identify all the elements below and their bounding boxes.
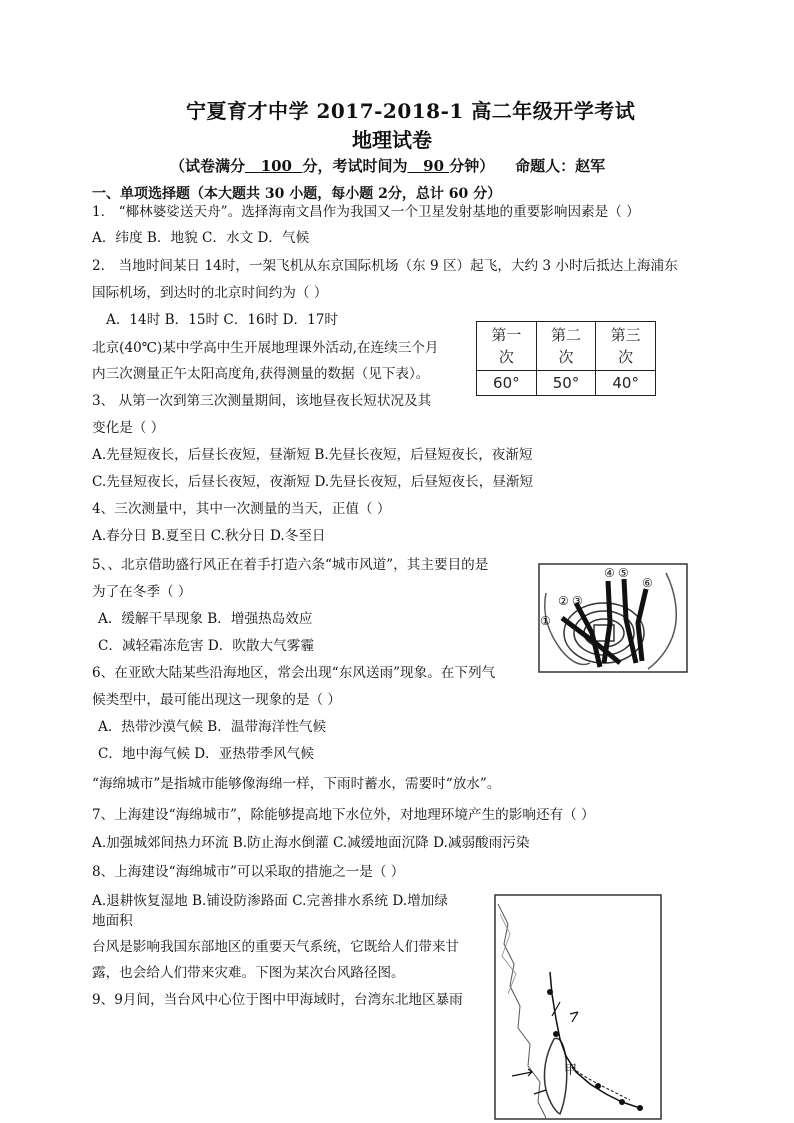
table-header-row	[477, 322, 656, 371]
question-2-options: A．14时 B．15时 C．16时 D．17时	[106, 312, 339, 328]
question-6-options-cd: C．地中海气候 D．亚热带季风气候	[98, 746, 314, 762]
full-score: 100	[260, 157, 292, 175]
wind-corridor-map	[538, 563, 688, 673]
question-4: 4、三次测量中，其中一次测量的当天，正值（ ）	[92, 501, 391, 517]
question-2-line1: 2． 当地时间某日 14时，一架飞机从东京国际机场（东 9 区）起飞，大约 3 小时后抵达上海浦东	[92, 258, 678, 274]
question-7-options: A.加强城郊间热力环流 B.防止海水倒灌 C.减缓地面沉降 D.减弱酸雨污染	[92, 835, 530, 851]
measurement-table	[476, 321, 656, 396]
author: 命题人：赵军	[515, 157, 606, 175]
question-5-line1: 5、、北京借助盛行风正在着手打造六条“城市风道”，其主要目的是	[92, 557, 489, 573]
table-row	[477, 371, 656, 396]
question-4-options: A.春分日 B.夏至日 C.秋分日 D.冬至日	[92, 528, 326, 544]
question-3-line2: 变化是（ ）	[92, 420, 165, 436]
wind-label-6: ⑥	[642, 576, 653, 590]
table-cell-1: 60°	[477, 371, 537, 396]
header-2-text: 第二 次	[550, 326, 581, 366]
typhoon-path-map	[494, 894, 662, 1120]
table-header-cell-1	[477, 322, 537, 371]
question-6-line2: 候类型中，最可能出现这一现象的是（ ）	[92, 692, 342, 708]
wind-label-1: ①	[540, 614, 551, 628]
wind-label-2: ②	[558, 594, 569, 608]
table-cell-2: 50°	[536, 371, 596, 396]
wind-label-4: ④	[604, 566, 615, 580]
question-8-options: A.退耕恢复湿地 B.铺设防渗路面 C.完善排水系统 D.增加绿	[92, 893, 448, 909]
wind-label-3: ③	[572, 594, 583, 608]
header-1-text: 第一 次	[491, 326, 522, 366]
stem-3-line1: 北京(40℃)某中学高中生开展地理课外活动,在连续三个月	[92, 340, 439, 356]
question-7: 7、上海建设“海绵城市”，除能够提高地下水位外，对地理环境产生的影响还有（ ）	[92, 807, 595, 823]
question-2-line2: 国际机场，到达时的北京时间约为（ ）	[92, 285, 328, 301]
stem-3-line2: 内三次测量正午太阳高度角,获得测量的数据（见下表）。	[92, 366, 430, 382]
typhoon-intro-line1: 台风是影响我国东部地区的重要天气系统，它既给人们带来甘	[92, 939, 460, 955]
table-cell-3: 40°	[596, 371, 656, 396]
typhoon-label-jia: 甲	[564, 1063, 578, 1078]
question-3-options-cd: C.先昼短夜长，后昼长夜短，夜渐短 D.先昼长夜短，后昼短夜长，昼渐短	[92, 474, 534, 490]
wind-label-5: ⑤	[618, 566, 629, 580]
question-3-line1: 3、 从第一次到第三次测量期间，该地昼夜长短状况及其	[92, 393, 432, 409]
question-6-line1: 6、在亚欧大陆某些沿海地区，常会出现“东风送雨”现象。在下列气	[92, 665, 496, 681]
info-mid: 分，考试时间为	[302, 157, 408, 175]
question-8-options-cont: 地面积	[92, 913, 133, 929]
typhoon-intro-line2: 露，也会给人们带来灾难。下图为某次台风路径图。	[92, 965, 405, 981]
question-3-options-ab: A.先昼短夜长，后昼长夜短，昼渐短 B.先昼长夜短，后昼短夜长，夜渐短	[92, 447, 533, 463]
question-1: 1． “椰林婆娑送天舟”。选择海南文昌作为我国又一个卫星发射基地的重要影响因素是（ ）	[92, 204, 640, 220]
exam-info	[170, 155, 605, 176]
question-9: 9、9月间，当台风中心位于图中甲海域时，台湾东北地区暴雨	[92, 992, 463, 1008]
exam-subtitle: 地理试卷	[352, 128, 432, 152]
question-5-options-cd: C．减轻霜冻危害 D．吹散大气雾霾	[98, 638, 314, 654]
question-5-options-ab: A．缓解干旱现象 B．增强热岛效应	[98, 611, 313, 627]
question-5-line2: 为了在冬季（ ）	[92, 584, 192, 600]
header-3-text: 第三 次	[610, 326, 641, 366]
duration: 90	[423, 157, 445, 175]
table-header-cell-2	[536, 322, 596, 371]
question-6-options-ab: A．热带沙漠气候 B．温带海洋性气候	[98, 719, 327, 735]
info-prefix: （试卷满分	[170, 157, 246, 175]
exam-title: 宁夏育才中学 2017-2018-1 高二年级开学考试	[186, 99, 636, 123]
question-8: 8、上海建设“海绵城市”可以采取的措施之一是（ ）	[92, 864, 405, 880]
info-suffix: 分钟）	[449, 157, 495, 175]
section-heading: 一、单项选择题（本大题共 30 小题，每小题 2分，总计 60 分）	[92, 186, 502, 202]
table-header-cell-3	[596, 322, 656, 371]
sponge-city-intro: “海绵城市”是指城市能够像海绵一样，下雨时蓄水，需要时“放水”。	[92, 776, 501, 792]
question-1-options: A．纬度 B．地貌 C．水文 D．气候	[92, 230, 310, 246]
